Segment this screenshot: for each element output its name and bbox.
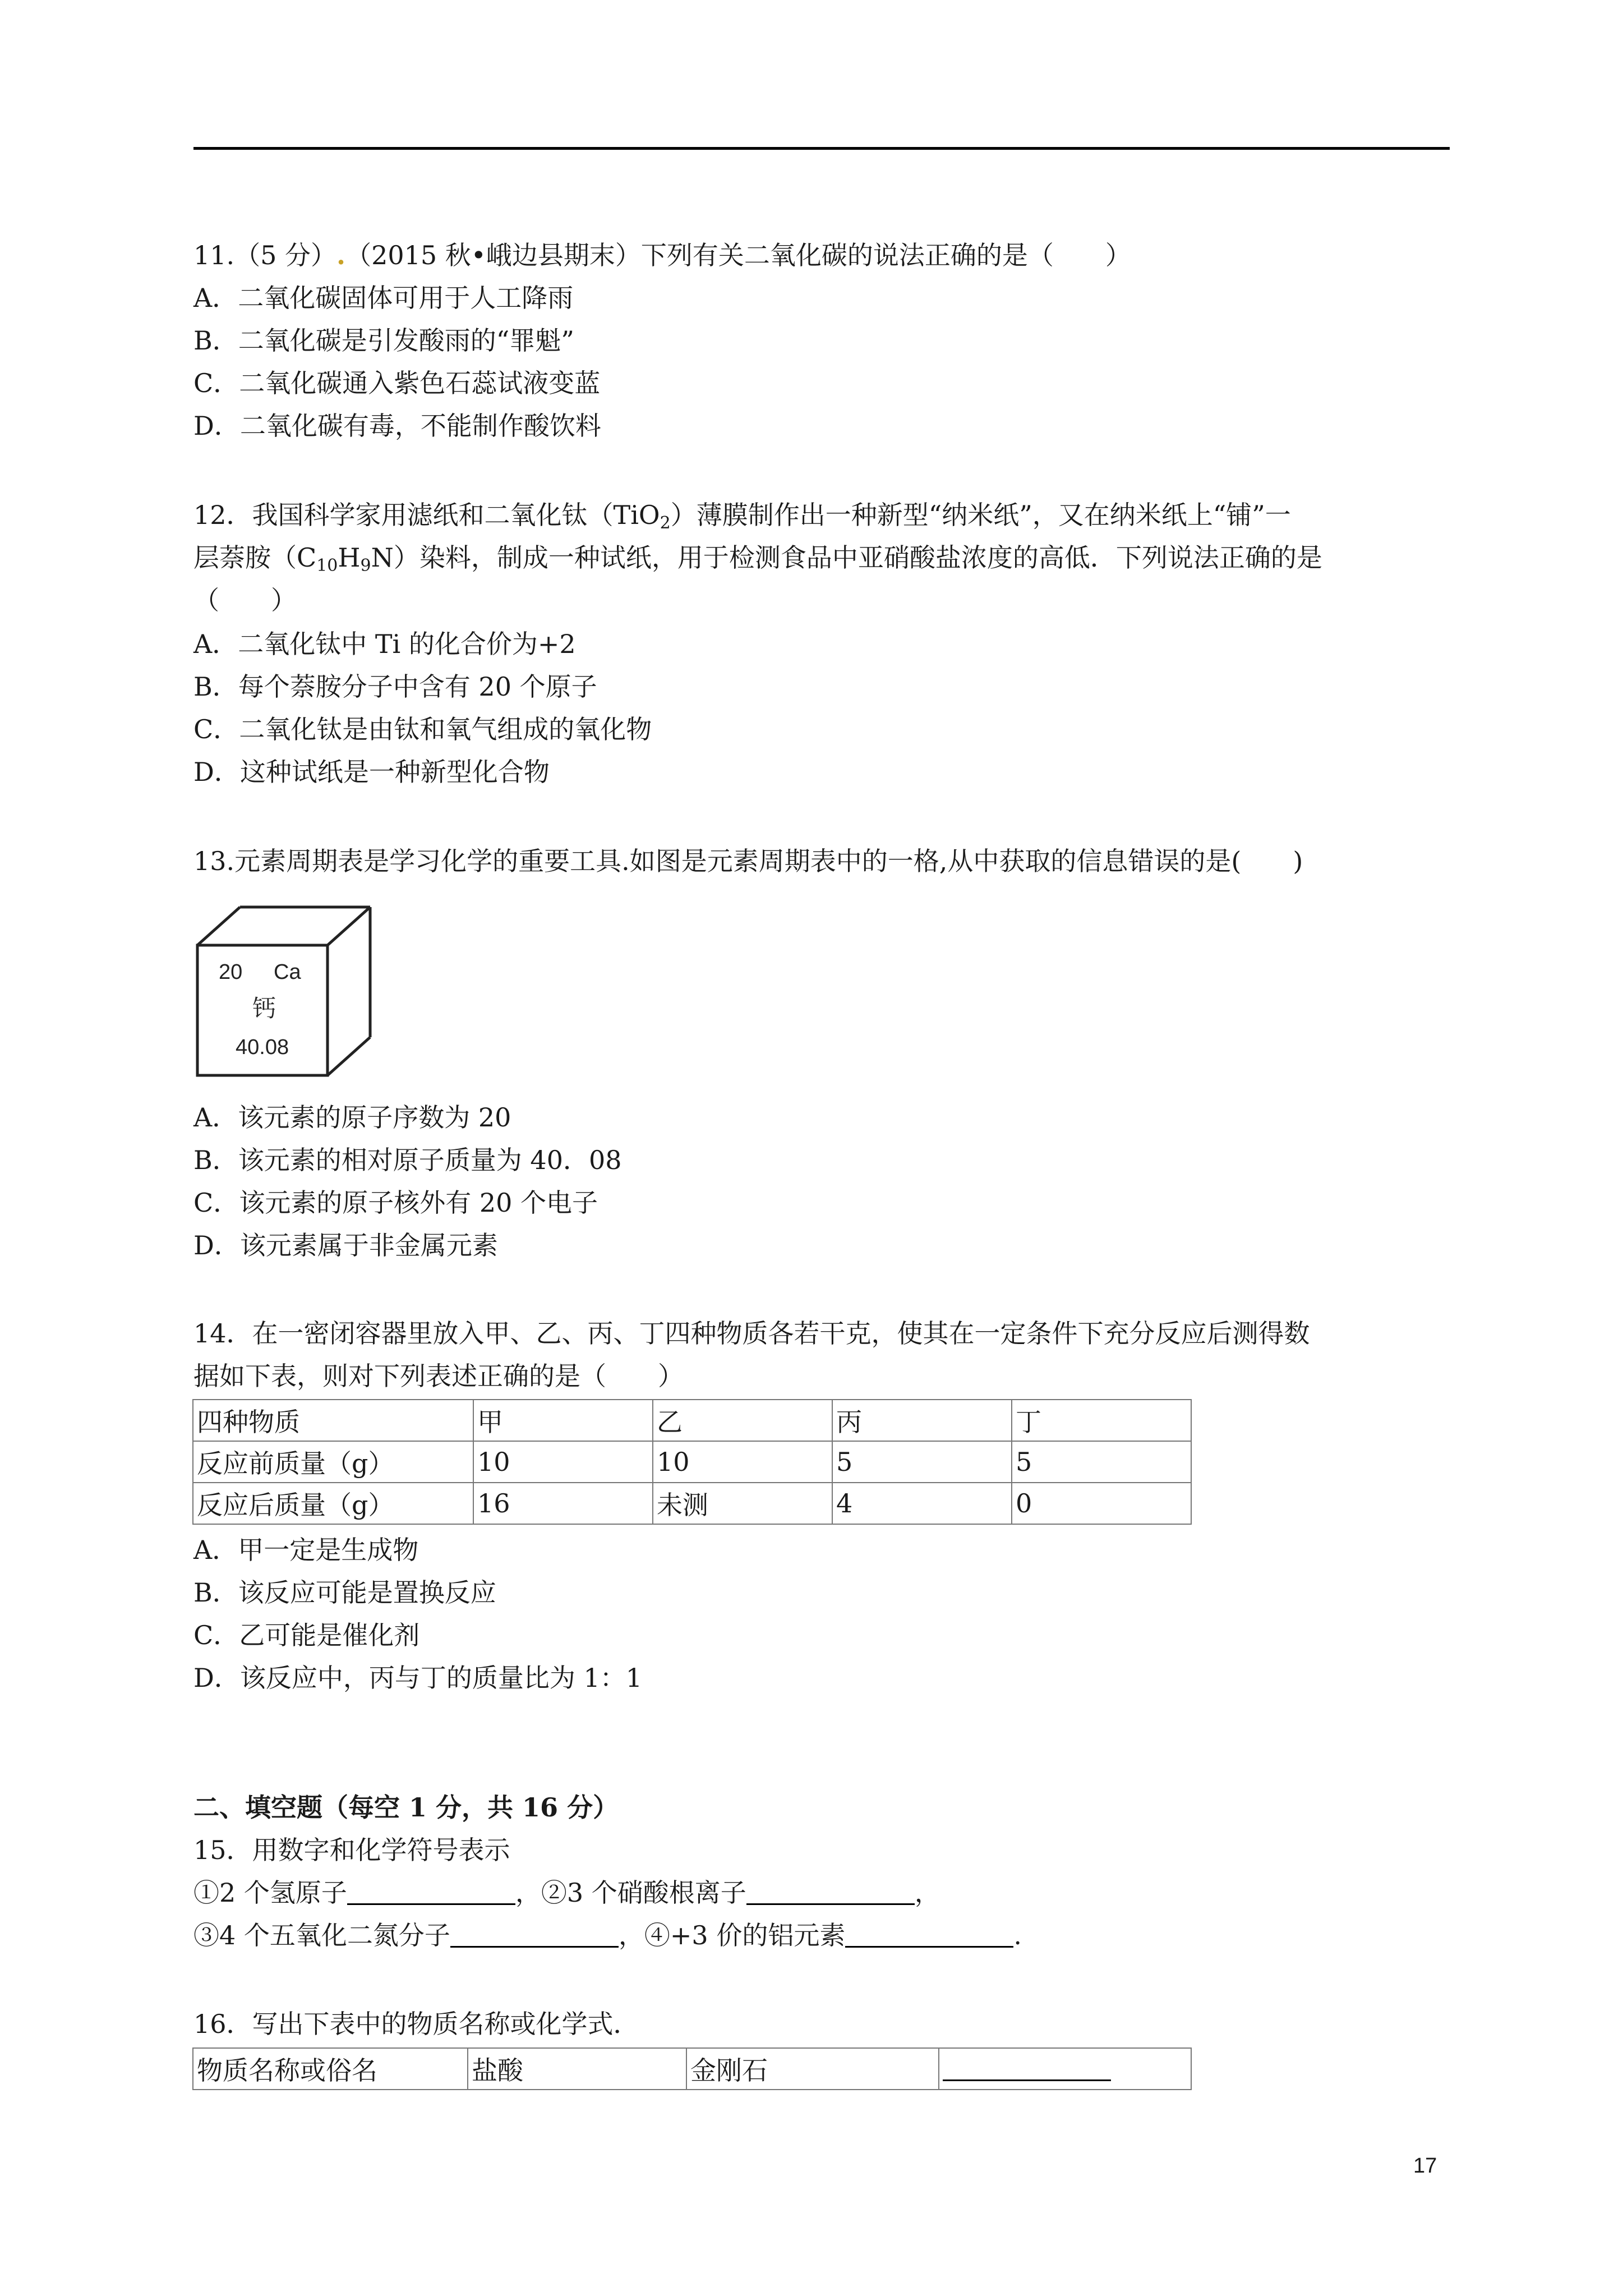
q16-table xyxy=(192,2047,1192,2090)
q14-option-c: C．乙可能是催化剂 xyxy=(193,1620,420,1650)
answer-blank[interactable] xyxy=(845,1921,1013,1948)
table-row xyxy=(193,1400,1191,1441)
q15-stem: 15．用数字和化学符号表示 xyxy=(193,1835,510,1865)
table-cell: 5 xyxy=(832,1441,1012,1483)
q11-option-d: D．二氧化碳有毒，不能制作酸饮料 xyxy=(193,411,601,441)
element-symbol: Ca xyxy=(274,960,301,984)
section-heading: 二、填空题（每空 1 分，共 16 分） xyxy=(193,1792,619,1823)
q11-stem: 11.（5 分）.（2015 秋•峨边县期末）下列有关二氧化碳的说法正确的是（ ） xyxy=(193,240,1131,270)
table-cell: 乙 xyxy=(653,1400,832,1441)
table-cell: 盐酸 xyxy=(468,2048,686,2090)
q14-data-table xyxy=(192,1399,1192,1525)
q12-option-d: D．这种试纸是一种新型化合物 xyxy=(193,757,550,787)
table-cell: 16 xyxy=(473,1483,653,1524)
table-cell: 金刚石 xyxy=(686,2048,939,2090)
table-cell: 4 xyxy=(832,1483,1012,1524)
q14-option-a: A．甲一定是生成物 xyxy=(193,1535,419,1565)
answer-blank[interactable] xyxy=(746,1879,915,1905)
q11-option-b: B．二氧化碳是引发酸雨的“罪魁” xyxy=(193,325,574,356)
q12-stem-line1: 12．我国科学家用滤纸和二氧化钛（TiO$_2$）薄膜制作出一种新型“纳米纸”，又在纳米纸上“铺”一 xyxy=(193,500,1291,533)
q12-stem-line2: 层萘胺$(C_{10}H_9N)$染料，制成一种试纸，用于检测食品中亚硝酸盐浓度的高低．下列说法正确的是 xyxy=(193,542,1322,576)
table-row xyxy=(193,2048,1191,2090)
q11-option-a: A．二氧化碳固体可用于人工降雨 xyxy=(193,283,574,313)
table-cell: 10 xyxy=(653,1441,832,1483)
table-row xyxy=(193,1483,1191,1524)
q16-stem: 16．写出下表中的物质名称或化学式． xyxy=(193,2009,639,2039)
table-cell: 四种物质 xyxy=(193,1400,473,1441)
table-cell: 甲 xyxy=(473,1400,653,1441)
q12-option-a: A．二氧化钛中 Ti 的化合价为+2 xyxy=(193,629,576,659)
q15-row2: ③4 个五氧化二氮分子 ，④+3 价的铝元素 . xyxy=(193,1920,1022,1950)
table-cell: 10 xyxy=(473,1441,653,1483)
table-cell: 未测 xyxy=(653,1483,832,1524)
q12-option-b: B．每个萘胺分子中含有 20 个原子 xyxy=(193,671,597,702)
answer-blank[interactable] xyxy=(450,1921,619,1948)
table-cell: 0 xyxy=(1012,1483,1191,1524)
answer-blank[interactable] xyxy=(943,2055,1111,2081)
q14-option-b: B．该反应可能是置换反应 xyxy=(193,1577,496,1608)
table-cell: 反应后质量（g） xyxy=(193,1483,473,1524)
q13-option-d: D．该元素属于非金属元素 xyxy=(193,1230,498,1260)
q14-option-d: D．该反应中，丙与丁的质量比为 1：1 xyxy=(193,1663,643,1693)
table-cell: 5 xyxy=(1012,1441,1191,1483)
table-row xyxy=(193,1441,1191,1483)
element-name: 钙 xyxy=(252,995,276,1022)
q12-stem-line3: （ ） xyxy=(193,585,297,615)
q11-option-c: C．二氧化碳通入紫色石蕊试液变蓝 xyxy=(193,368,601,398)
q13-stem: 13.元素周期表是学习化学的重要工具.如图是元素周期表中的一格,从中获取的信息错误的是( ) xyxy=(193,846,1303,876)
table-cell-answer[interactable] xyxy=(939,2048,1191,2090)
answer-blank[interactable] xyxy=(347,1879,515,1905)
element-atomic-mass: 40.08 xyxy=(236,1036,289,1059)
q15-row1: ①2 个氢原子 ，②3 个硝酸根离子 ， xyxy=(193,1878,940,1908)
periodic-table-cell-figure xyxy=(191,900,381,1085)
page-number: 17 xyxy=(1413,2154,1437,2178)
q13-option-a: A．该元素的原子序数为 20 xyxy=(193,1102,511,1133)
q14-stem-line2: 据如下表，则对下列表述正确的是（ ） xyxy=(193,1361,684,1391)
table-cell: 物质名称或俗名 xyxy=(193,2048,468,2090)
header-rule xyxy=(193,147,1450,150)
table-cell: 丙 xyxy=(832,1400,1012,1441)
q13-option-c: C．该元素的原子核外有 20 个电子 xyxy=(193,1188,598,1218)
q12-option-c: C．二氧化钛是由钛和氧气组成的氧化物 xyxy=(193,714,652,744)
table-cell: 丁 xyxy=(1012,1400,1191,1441)
table-cell: 反应前质量（g） xyxy=(193,1441,473,1483)
element-atomic-number: 20 xyxy=(219,960,243,984)
q14-stem-line1: 14．在一密闭容器里放入甲、乙、丙、丁四种物质各若干克，使其在一定条件下充分反应后测得数 xyxy=(193,1318,1310,1349)
q13-option-b: B．该元素的相对原子质量为 40．08 xyxy=(193,1145,622,1175)
